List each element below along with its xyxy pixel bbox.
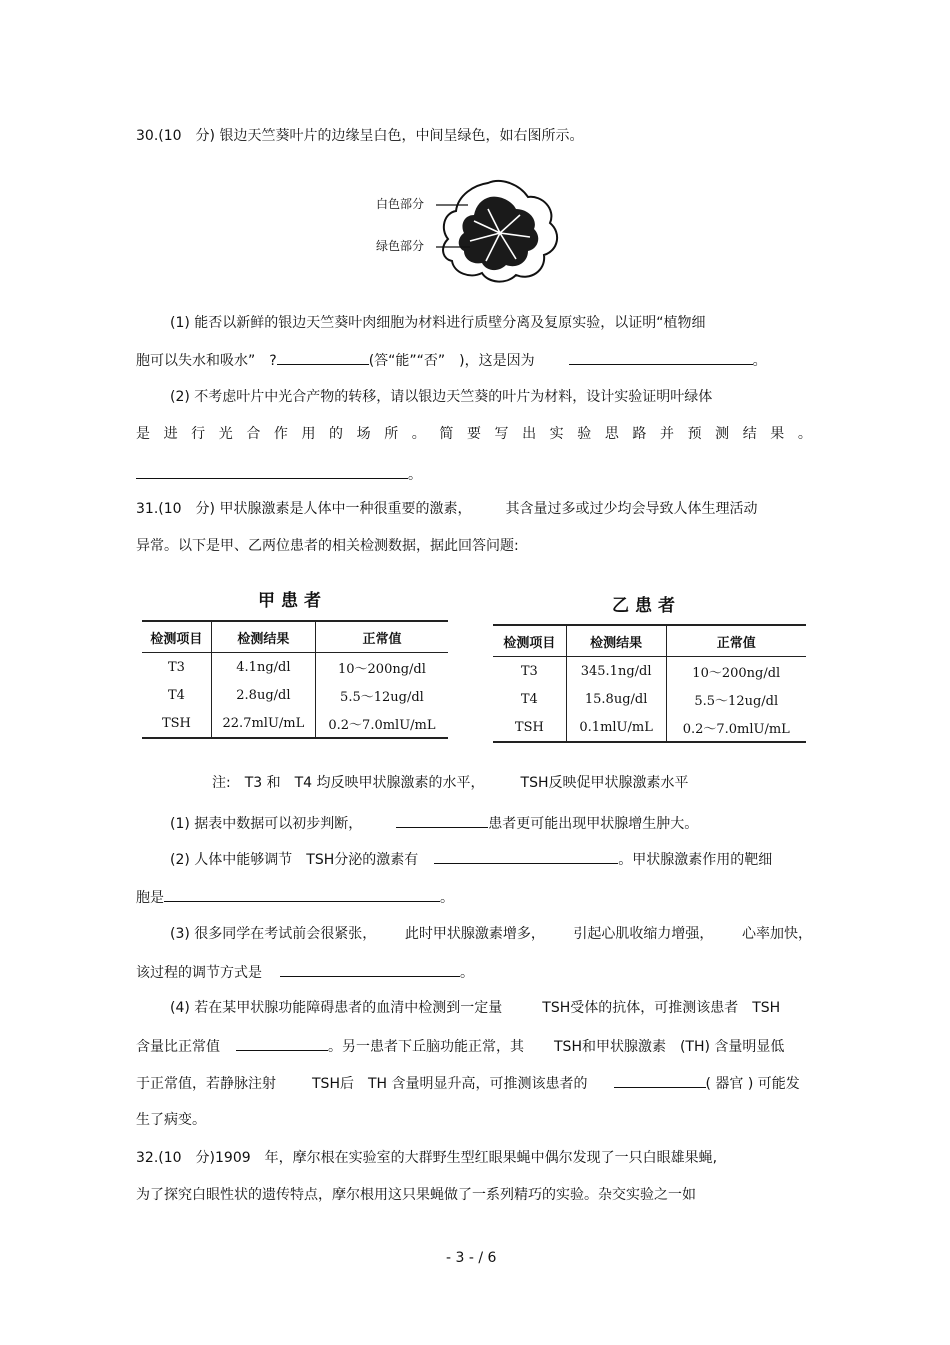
q30-p2-char: 进	[163, 426, 178, 442]
answer-blank[interactable]	[236, 1035, 328, 1051]
q30-p2-line1: (2) 不考虑叶片中光合产物的转移，请以银边天竺葵的叶片为材料，设计实验证明叶绿体	[170, 389, 713, 405]
green-part-label: 绿色部分	[376, 239, 425, 253]
q30-p2-char: 。	[797, 426, 812, 442]
q31-q3-part: 此时甲状腺激素增多，	[404, 926, 545, 942]
q31-q2-a: (2) 人体中能够调节 TSH分泌的激素有	[170, 852, 419, 868]
q31-q3	[170, 924, 812, 944]
table-header-row	[493, 626, 806, 657]
q32-header: 32.(10 分)1909 年，摩尔根在实验室的大群野生型红眼果蝇中偶尔发现了一只白眼雄果蝇,	[136, 1150, 718, 1166]
page-number: - 3 - / 6	[446, 1250, 497, 1266]
q31-q2-end: 。	[440, 890, 454, 906]
q31-q3-line2	[136, 961, 474, 983]
q31-q4-line3-a: 于正常值，若静脉注射	[136, 1076, 276, 1092]
table-header-cell: 正常值	[666, 626, 806, 657]
q31-header-a: 31.(10 分) 甲状腺激素是人体中一种很重要的激素，	[136, 501, 472, 517]
q31-q1	[170, 812, 698, 834]
q30-p2-char: 所	[384, 426, 399, 442]
q31-q4-line2-c: TSH和甲状腺激素 (TH) 含量明显低	[554, 1039, 785, 1055]
table-cell: 0.2～7.0mlU/mL	[682, 721, 790, 737]
q31-q4-line3	[136, 1072, 800, 1094]
table-cell: T3	[493, 657, 566, 686]
table-row	[493, 713, 806, 741]
q30-p1-end: 。	[752, 353, 767, 369]
q31-q4	[170, 998, 780, 1018]
table-cell: T4	[142, 681, 211, 709]
q30-p2-char: 预	[687, 426, 702, 442]
q30-p2-char: 写	[494, 426, 509, 442]
q30-p2-char: 简	[439, 426, 454, 442]
table-cell: TSH	[142, 709, 211, 737]
table-cell: 0.2～7.0mlU/mL	[328, 717, 436, 733]
table-cell: 5.5～12ug/dl	[694, 693, 779, 709]
q30-p2-char: 作	[273, 426, 288, 442]
q30-p2-char: 并	[659, 426, 674, 442]
table-cell: T3	[142, 653, 211, 682]
q31-q3-line2-a: 该过程的调节方式是	[136, 965, 262, 981]
q30-p2-char: 是	[136, 426, 150, 442]
table-cell: 0.1mlU/mL	[566, 713, 666, 741]
q31-q2	[170, 848, 772, 870]
q30-p1-line1: (1) 能否以新鲜的银边天竺葵叶肉细胞为材料进行质壁分离及复原实验，以证明“植物细	[170, 315, 706, 331]
q30-p2-char: 用	[301, 426, 316, 442]
q31-q4-line2-b: 。另一患者下丘脑功能正常，其	[328, 1039, 524, 1055]
q30-p2-char: 出	[522, 426, 537, 442]
leaf-icon	[370, 175, 570, 285]
q31-q3-end: 。	[460, 965, 474, 981]
q31-q4-b: TSH受体的抗体，可推测该患者 TSH	[542, 1000, 781, 1016]
q31-q4-line2-a: 含量比正常值	[136, 1039, 220, 1055]
q31-q4-line3-c: ( 器官 ) 可能发	[705, 1076, 800, 1092]
table-header-row	[142, 622, 448, 653]
table-cell: 22.7mlU/mL	[211, 709, 315, 737]
answer-blank[interactable]	[396, 812, 488, 828]
q31-q1-b: 患者更可能出现甲状腺增生肿大。	[488, 816, 699, 832]
q30-p2-char: 合	[246, 426, 261, 442]
q30-p2-char: 思	[604, 426, 619, 442]
q31-q1-a: (1) 据表中数据可以初步判断，	[170, 816, 363, 832]
q32-line2: 为了探究白眼性状的遗传特点，摩尔根用这只果蝇做了一系列精巧的实验。杂交实验之一如	[136, 1187, 696, 1203]
q30-p2-char: 验	[577, 426, 592, 442]
table-a	[142, 620, 448, 739]
answer-blank[interactable]	[280, 961, 460, 977]
table-a-title: 甲患者	[258, 591, 327, 611]
table-b-grid	[493, 626, 806, 741]
table-header-cell: 检测项目	[493, 626, 566, 657]
table-header-cell: 正常值	[315, 622, 448, 653]
q31-q2-line2-a: 胞是	[136, 890, 164, 906]
q30-p1-line2	[136, 349, 767, 371]
q31-q3-part: 引起心肌收缩力增强，	[573, 926, 714, 942]
answer-blank[interactable]	[277, 349, 369, 365]
q30-p2-char: 结	[742, 426, 757, 442]
q30-p1-text-b: (答“能”“否” )，这是因为	[368, 353, 535, 369]
q30-p2-line2	[136, 424, 812, 444]
q30-p2-char: 果	[770, 426, 785, 442]
q30-p2-char: 。	[411, 426, 426, 442]
q30-p2-char: 实	[549, 426, 564, 442]
table-row	[142, 681, 448, 709]
q30-p2-char: 行	[191, 426, 206, 442]
q31-q3-part: (3) 很多同学在考试前会很紧张，	[170, 926, 377, 942]
white-part-label: 白色部分	[376, 197, 425, 211]
q30-p2-char: 的	[329, 426, 344, 442]
q31-q4-line2	[136, 1035, 784, 1057]
table-cell: 2.8ug/dl	[211, 681, 315, 709]
answer-blank[interactable]	[434, 848, 618, 864]
table-row	[493, 685, 806, 713]
q30-p2-char: 测	[715, 426, 730, 442]
table-header-cell: 检测结果	[211, 622, 315, 653]
q30-p2-char: 场	[356, 426, 371, 442]
table-cell: T4	[493, 685, 566, 713]
q30-p2-end: 。	[408, 467, 422, 483]
table-cell: 345.1ng/dl	[566, 657, 666, 686]
q31-note-a: 注: T3 和 T4 均反映甲状腺激素的水平，	[212, 775, 485, 791]
q31-note	[212, 773, 689, 793]
answer-blank[interactable]	[164, 886, 440, 902]
q30-p2-char: 路	[632, 426, 647, 442]
table-cell: 5.5～12ug/dl	[340, 689, 424, 705]
q30-p2-char: 光	[218, 426, 233, 442]
q30-p1-text-a: 胞可以失水和吸水” ?	[136, 353, 277, 369]
q31-q4-line3-b: TSH后 TH 含量明显升高，可推测该患者的	[312, 1076, 588, 1092]
table-header-cell: 检测结果	[566, 626, 666, 657]
table-cell: TSH	[493, 713, 566, 741]
table-b	[493, 624, 806, 743]
table-a-grid	[142, 622, 448, 737]
table-cell: 10～200ng/dl	[337, 661, 426, 677]
leaf-figure	[370, 175, 570, 285]
q31-q4-a: (4) 若在某甲状腺功能障碍患者的血清中检测到一定量	[170, 1000, 503, 1016]
table-cell: 4.1ng/dl	[211, 653, 315, 682]
q31-header-b: 其含量过多或过少均会导致人体生理活动	[505, 501, 758, 517]
answer-blank[interactable]	[614, 1072, 706, 1088]
q31-q4-line4: 生了病变。	[136, 1112, 206, 1128]
q30-p2-line3	[136, 463, 422, 485]
q31-header	[136, 499, 757, 519]
table-header-cell: 检测项目	[142, 622, 211, 653]
table-row	[142, 709, 448, 737]
q30-header: 30.(10 分) 银边天竺葵叶片的边缘呈白色，中间呈绿色，如右图所示。	[136, 128, 584, 144]
q31-note-b: TSH反映促甲状腺激素水平	[520, 775, 689, 791]
answer-blank[interactable]	[136, 463, 408, 479]
table-b-title: 乙患者	[612, 596, 681, 616]
answer-blank[interactable]	[569, 349, 753, 365]
table-cell: 10～200ng/dl	[692, 665, 781, 681]
q31-q3-part: 心率加快，	[741, 926, 812, 942]
table-row	[142, 653, 448, 682]
q30-p2-char: 要	[466, 426, 481, 442]
table-cell: 15.8ug/dl	[566, 685, 666, 713]
q31-q2-b: 。甲状腺激素作用的靶细	[618, 852, 773, 868]
q31-header-line2: 异常。以下是甲、乙两位患者的相关检测数据，据此回答问题:	[136, 538, 519, 554]
q31-q2-line2	[136, 886, 454, 908]
table-row	[493, 657, 806, 686]
